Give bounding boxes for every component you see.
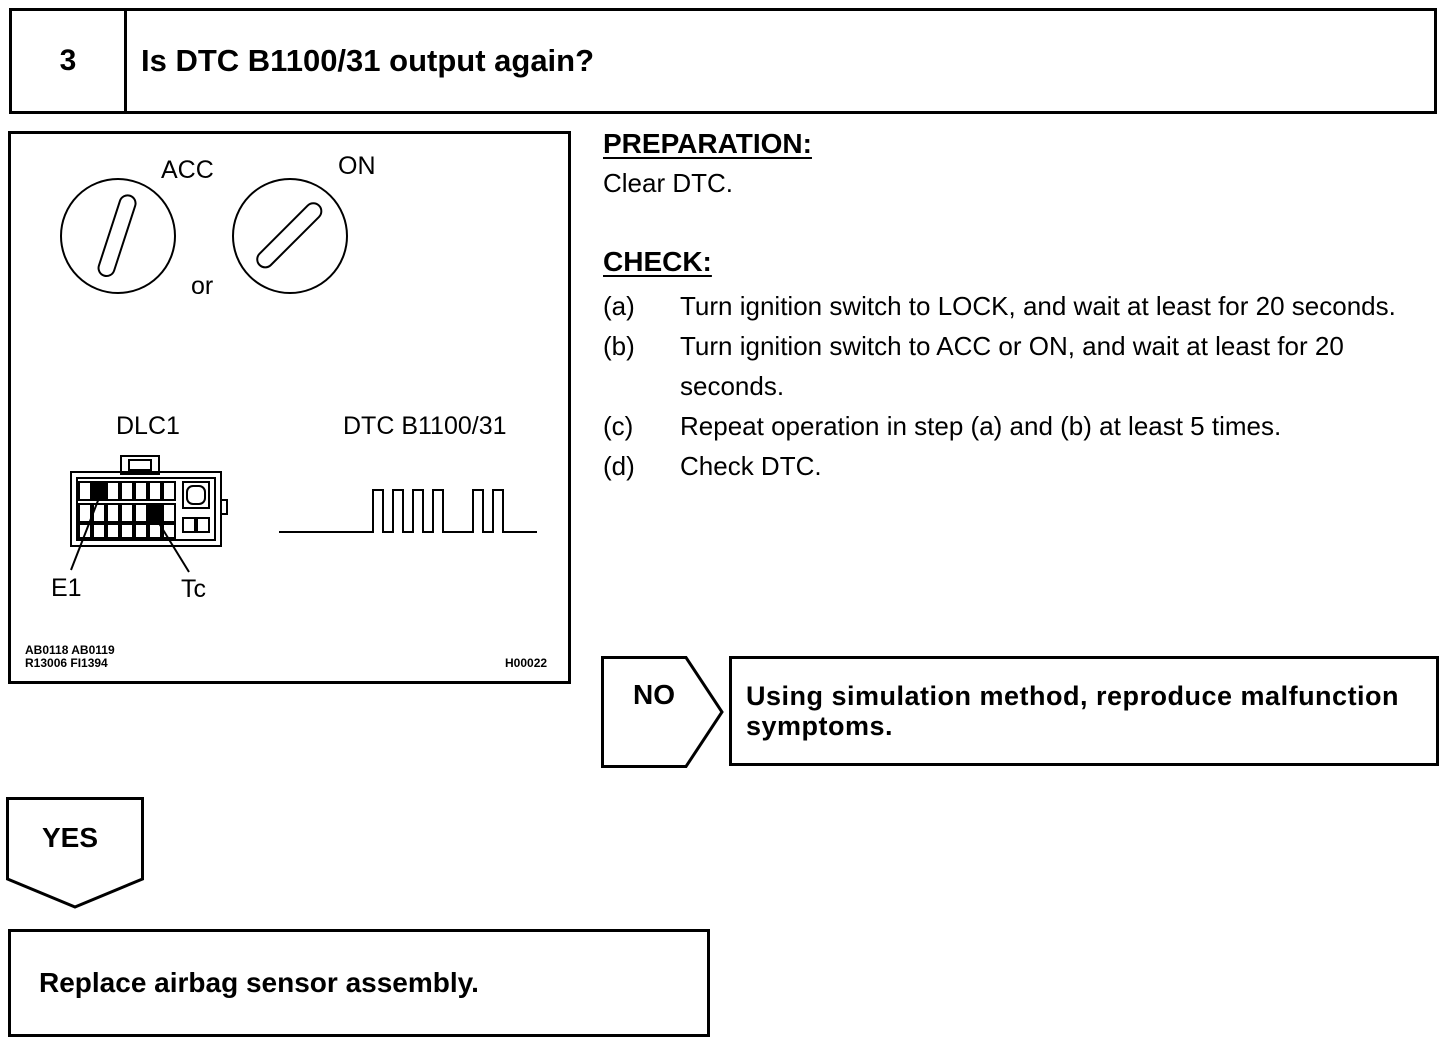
- figure-ref-line1: AB0118 AB0119: [25, 643, 115, 657]
- no-label: NO: [633, 679, 675, 710]
- on-label: ON: [338, 152, 376, 180]
- check-step-label: (a): [603, 291, 635, 321]
- acc-key-switch-icon: [61, 179, 175, 293]
- terminal-e1-label: E1: [51, 574, 82, 602]
- check-step-label: (d): [603, 451, 635, 481]
- check-step-label: (b): [603, 331, 635, 361]
- figure-ref-code: H00022: [505, 656, 548, 670]
- check-step: [603, 446, 1443, 486]
- check-step-text: Turn ignition switch to LOCK, and wait at least for 20 seconds.: [680, 291, 1396, 321]
- yes-result-text: Replace airbag sensor assembly.: [39, 967, 479, 998]
- no-arrow-icon: [601, 656, 725, 768]
- terminal-tc-label: Tc: [181, 575, 206, 603]
- preparation-heading: PREPARATION:: [603, 128, 812, 159]
- check-step-label: (c): [603, 411, 634, 441]
- check-step: [603, 326, 1443, 406]
- check-step-text: Check DTC.: [680, 451, 822, 481]
- step-header: [9, 8, 1437, 114]
- or-label: or: [191, 272, 214, 300]
- dtc-waveform: [279, 490, 537, 532]
- dtc-code-label: DTC B1100/31: [343, 412, 507, 440]
- preparation-text: Clear DTC.: [603, 168, 734, 198]
- step-number: 3: [12, 11, 127, 111]
- no-result-box: Using simulation method, reproduce malfunction symptoms.: [729, 656, 1439, 766]
- check-step: [603, 406, 1443, 446]
- check-step-text: Turn ignition switch to ACC or ON, and wait at least for 20 seconds.: [680, 331, 1344, 401]
- yes-result-box: [8, 929, 710, 1037]
- diagram-figure: [8, 131, 571, 684]
- acc-label: ACC: [161, 156, 214, 184]
- step-question: Is DTC B1100/31 output again?: [141, 43, 595, 78]
- yes-label: YES: [42, 822, 99, 853]
- figure-ref-line2: R13006 FI1394: [25, 656, 108, 670]
- diagram-drawing: [11, 134, 574, 687]
- dlc1-label: DLC1: [116, 412, 180, 440]
- check-heading: CHECK:: [603, 246, 712, 277]
- check-step-text: Repeat operation in step (a) and (b) at least 5 times.: [680, 411, 1282, 441]
- on-key-switch-icon: [233, 179, 347, 293]
- dlc1-connector-icon: [71, 456, 227, 572]
- check-steps-list: [603, 286, 1443, 486]
- check-step: [603, 286, 1443, 326]
